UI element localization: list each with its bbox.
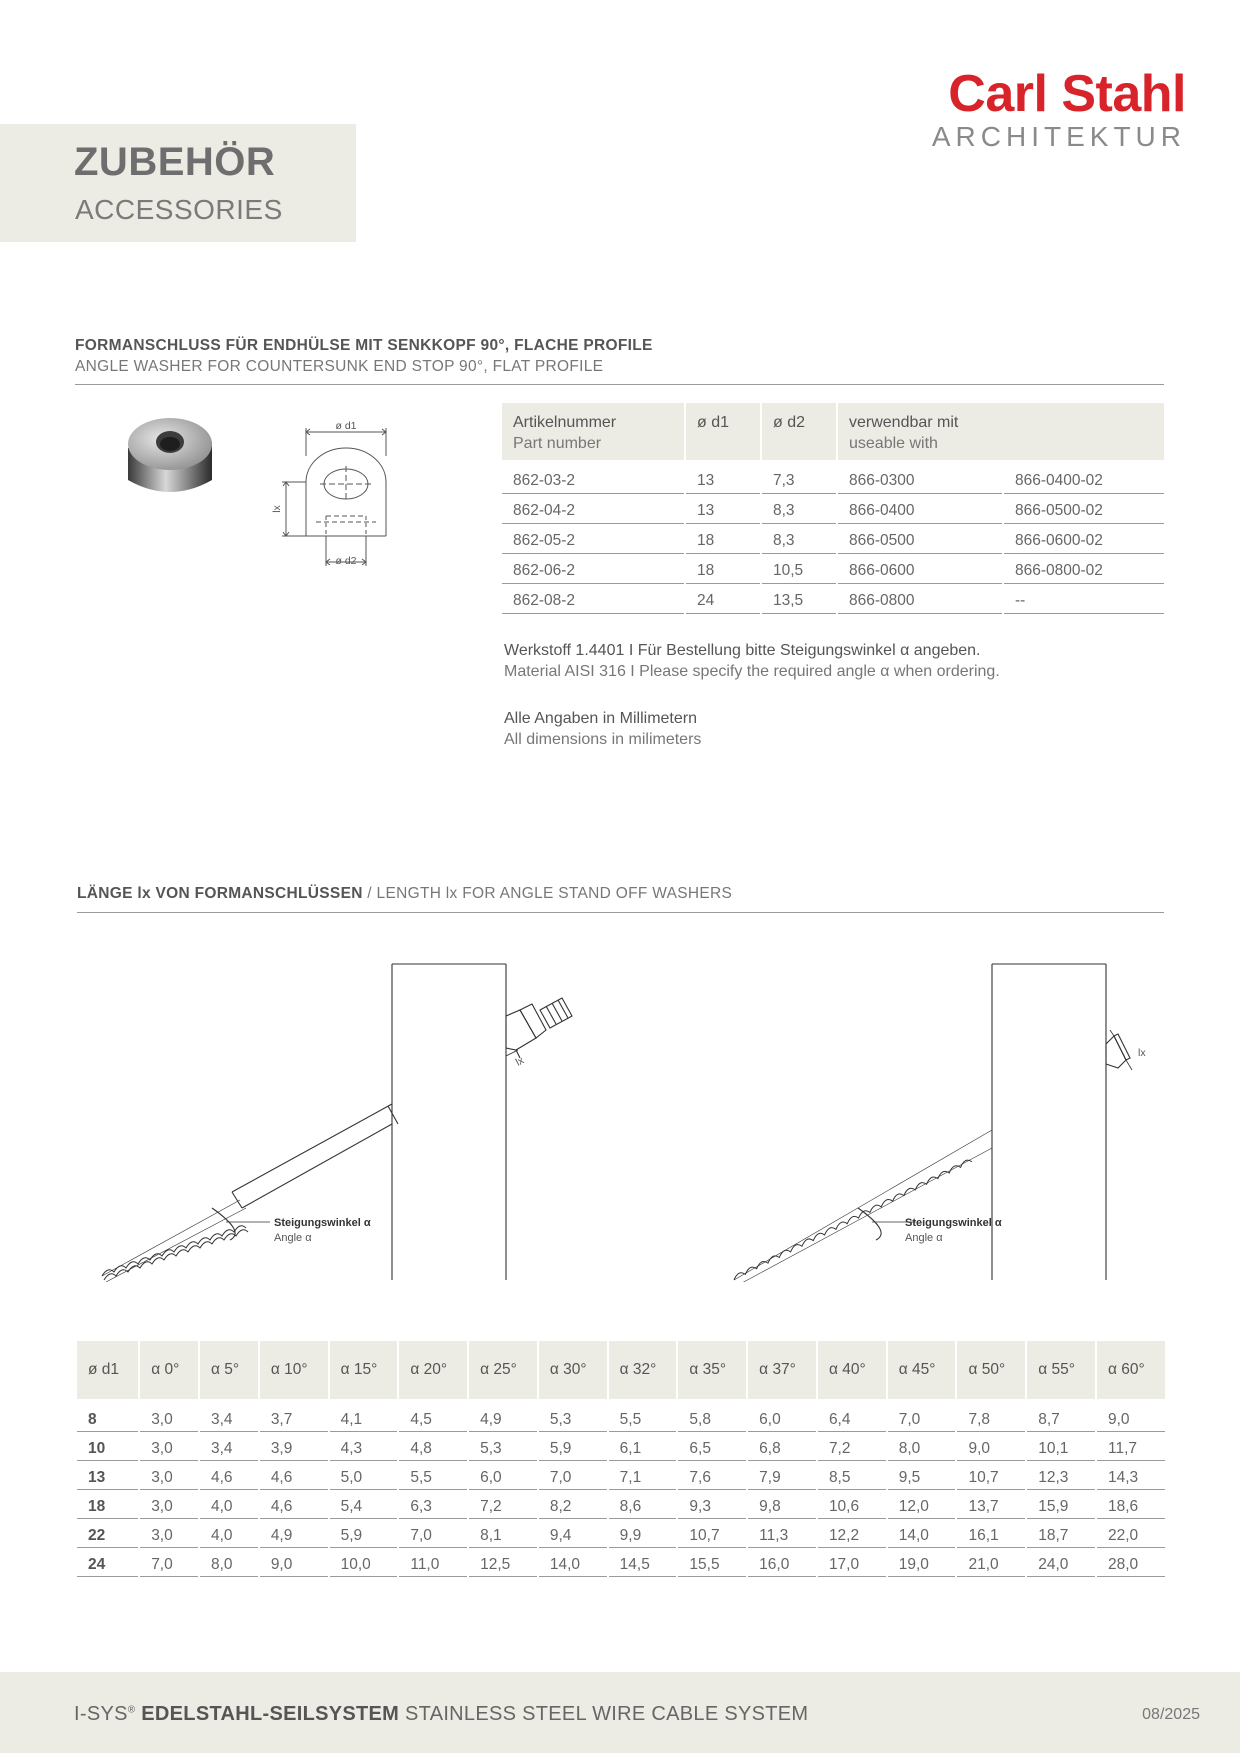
cell-part-number: 862-06-2 bbox=[502, 554, 684, 584]
table-row bbox=[77, 1519, 1165, 1548]
cell-useable-1: 866-0600 bbox=[838, 554, 1002, 584]
drawing-label-lx: lx bbox=[271, 505, 283, 513]
cell-length: 7,9 bbox=[748, 1461, 816, 1490]
cell-length: 7,0 bbox=[888, 1399, 956, 1432]
cell-useable-1: 866-0400 bbox=[838, 494, 1002, 524]
cell-useable-2: -- bbox=[1004, 584, 1164, 614]
cell-length: 8,6 bbox=[609, 1490, 677, 1519]
cell-length: 18,6 bbox=[1097, 1490, 1165, 1519]
header-angle: α 15° bbox=[330, 1341, 398, 1399]
cell-length: 8,1 bbox=[469, 1519, 537, 1548]
cell-part-number: 862-03-2 bbox=[502, 460, 684, 494]
drawing-label-d2: ø d2 bbox=[335, 555, 357, 567]
cell-d1: 10 bbox=[77, 1432, 138, 1461]
cell-length: 7,2 bbox=[818, 1432, 886, 1461]
table-row bbox=[77, 1490, 1165, 1519]
header-angle: α 45° bbox=[888, 1341, 956, 1399]
cell-length: 5,3 bbox=[469, 1432, 537, 1461]
cell-length: 4,0 bbox=[200, 1519, 258, 1548]
cell-length: 4,1 bbox=[330, 1399, 398, 1432]
cell-length: 4,6 bbox=[260, 1490, 328, 1519]
cell-useable-2: 866-0600-02 bbox=[1004, 524, 1164, 554]
cell-length: 3,0 bbox=[140, 1432, 198, 1461]
cell-length: 10,7 bbox=[678, 1519, 746, 1548]
cell-useable-1: 866-0500 bbox=[838, 524, 1002, 554]
cell-length: 3,9 bbox=[260, 1432, 328, 1461]
table-row bbox=[77, 1461, 1165, 1490]
cell-length: 4,6 bbox=[260, 1461, 328, 1490]
header-angle: α 60° bbox=[1097, 1341, 1165, 1399]
logo-subline: ARCHITEKTUR bbox=[931, 121, 1186, 152]
cell-length: 11,3 bbox=[748, 1519, 816, 1548]
cell-d1: 22 bbox=[77, 1519, 138, 1548]
cell-d1: 24 bbox=[77, 1548, 138, 1577]
cell-length: 14,0 bbox=[888, 1519, 956, 1548]
cell-length: 6,5 bbox=[678, 1432, 746, 1461]
section1-title-en: ANGLE WASHER FOR COUNTERSUNK END STOP 90°, FLAT PROFILE bbox=[75, 358, 604, 375]
cell-useable-1: 866-0300 bbox=[838, 460, 1002, 494]
cell-length: 9,0 bbox=[1097, 1399, 1165, 1432]
cell-length: 5,5 bbox=[399, 1461, 467, 1490]
section2-divider bbox=[77, 912, 1164, 913]
cell-d1: 24 bbox=[686, 584, 760, 614]
cell-part-number: 862-05-2 bbox=[502, 524, 684, 554]
header-angle: α 25° bbox=[469, 1341, 537, 1399]
cell-useable-2: 866-0500-02 bbox=[1004, 494, 1164, 524]
cell-length: 8,5 bbox=[818, 1461, 886, 1490]
cell-length: 12,3 bbox=[1027, 1461, 1095, 1490]
cell-d1: 18 bbox=[686, 524, 760, 554]
cell-length: 6,0 bbox=[748, 1399, 816, 1432]
cell-d2: 8,3 bbox=[762, 524, 836, 554]
header-d1: ø d1 bbox=[77, 1341, 138, 1399]
header-d1: ø d1 bbox=[686, 403, 760, 460]
cell-length: 5,4 bbox=[330, 1490, 398, 1519]
cell-length: 5,0 bbox=[330, 1461, 398, 1490]
cell-length: 6,8 bbox=[748, 1432, 816, 1461]
cell-d2: 8,3 bbox=[762, 494, 836, 524]
cell-length: 8,0 bbox=[200, 1548, 258, 1577]
cell-length: 12,2 bbox=[818, 1519, 886, 1548]
cell-length: 9,9 bbox=[609, 1519, 677, 1548]
cell-length: 9,0 bbox=[957, 1432, 1025, 1461]
cell-length: 4,3 bbox=[330, 1432, 398, 1461]
cell-d1: 13 bbox=[686, 494, 760, 524]
cell-length: 4,8 bbox=[399, 1432, 467, 1461]
cell-length: 18,7 bbox=[1027, 1519, 1095, 1548]
cell-length: 10,1 bbox=[1027, 1432, 1095, 1461]
diagram-right-angle-en: Angle α bbox=[905, 1232, 943, 1244]
cell-length: 3,0 bbox=[140, 1519, 198, 1548]
cell-length: 12,5 bbox=[469, 1548, 537, 1577]
cell-length: 9,0 bbox=[260, 1548, 328, 1577]
cell-length: 19,0 bbox=[888, 1548, 956, 1577]
cell-length: 16,1 bbox=[957, 1519, 1025, 1548]
cell-length: 4,5 bbox=[399, 1399, 467, 1432]
cell-length: 13,7 bbox=[957, 1490, 1025, 1519]
cell-useable-2: 866-0400-02 bbox=[1004, 460, 1164, 494]
cell-length: 4,6 bbox=[200, 1461, 258, 1490]
cell-length: 9,5 bbox=[888, 1461, 956, 1490]
cell-length: 8,7 bbox=[1027, 1399, 1095, 1432]
cell-length: 3,4 bbox=[200, 1432, 258, 1461]
product-table bbox=[500, 403, 1166, 614]
cell-length: 7,0 bbox=[140, 1548, 198, 1577]
cell-d1: 13 bbox=[686, 460, 760, 494]
table-row bbox=[502, 554, 1164, 584]
header-angle: α 35° bbox=[678, 1341, 746, 1399]
cell-length: 11,7 bbox=[1097, 1432, 1165, 1461]
header-angle: α 32° bbox=[609, 1341, 677, 1399]
cell-length: 21,0 bbox=[957, 1548, 1025, 1577]
header-angle: α 5° bbox=[200, 1341, 258, 1399]
table-row bbox=[77, 1432, 1165, 1461]
diagram-left-angle-de: Steigungswinkel α bbox=[274, 1217, 371, 1229]
header-angle: α 20° bbox=[399, 1341, 467, 1399]
cell-length: 10,7 bbox=[957, 1461, 1025, 1490]
cell-length: 11,0 bbox=[399, 1548, 467, 1577]
table-row bbox=[502, 524, 1164, 554]
diagram-right-angle-de: Steigungswinkel α bbox=[905, 1217, 1002, 1229]
cell-d1: 13 bbox=[77, 1461, 138, 1490]
header-angle: α 40° bbox=[818, 1341, 886, 1399]
cell-length: 7,6 bbox=[678, 1461, 746, 1490]
washer-photo bbox=[118, 414, 222, 500]
cell-length: 15,9 bbox=[1027, 1490, 1095, 1519]
cell-length: 17,0 bbox=[818, 1548, 886, 1577]
cell-length: 5,8 bbox=[678, 1399, 746, 1432]
diagram-left-lx-label: lx bbox=[513, 1054, 527, 1069]
cell-length: 16,0 bbox=[748, 1548, 816, 1577]
cell-length: 5,9 bbox=[330, 1519, 398, 1548]
header-part-number: Artikelnummer Part number bbox=[502, 403, 684, 460]
cell-d2: 7,3 bbox=[762, 460, 836, 494]
header-angle: α 0° bbox=[140, 1341, 198, 1399]
logo-wordmark: Carl Stahl bbox=[948, 65, 1186, 123]
cell-length: 8,0 bbox=[888, 1432, 956, 1461]
product-table-header bbox=[502, 403, 1164, 460]
installation-diagram-left bbox=[100, 960, 590, 1282]
material-note: Werkstoff 1.4401 I Für Bestellung bitte Steigungswinkel α angeben. Material AISI 316 I Please specify the required angle α when ordering. bbox=[504, 642, 1000, 680]
cell-part-number: 862-04-2 bbox=[502, 494, 684, 524]
header-angle: α 10° bbox=[260, 1341, 328, 1399]
cell-length: 3,4 bbox=[200, 1399, 258, 1432]
cell-length: 3,0 bbox=[140, 1490, 198, 1519]
cell-length: 3,0 bbox=[140, 1461, 198, 1490]
dimensions-note: Alle Angaben in Millimetern All dimensions in milimeters bbox=[504, 710, 702, 748]
header-d2: ø d2 bbox=[762, 403, 836, 460]
section2-title: LÄNGE lx VON FORMANSCHLÜSSEN / LENGTH lx FOR ANGLE STAND OFF WASHERS bbox=[77, 885, 733, 902]
table-row bbox=[502, 460, 1164, 494]
cell-length: 14,3 bbox=[1097, 1461, 1165, 1490]
header-angle: α 50° bbox=[957, 1341, 1025, 1399]
cell-d2: 10,5 bbox=[762, 554, 836, 584]
cell-length: 9,3 bbox=[678, 1490, 746, 1519]
cell-length: 7,1 bbox=[609, 1461, 677, 1490]
header-angle: α 55° bbox=[1027, 1341, 1095, 1399]
cell-length: 4,9 bbox=[260, 1519, 328, 1548]
cell-length: 7,0 bbox=[399, 1519, 467, 1548]
cell-useable-2: 866-0800-02 bbox=[1004, 554, 1164, 584]
washer-technical-drawing bbox=[262, 416, 402, 576]
cell-length: 28,0 bbox=[1097, 1548, 1165, 1577]
cell-length: 14,0 bbox=[539, 1548, 607, 1577]
section1-title-de: FORMANSCHLUSS FÜR ENDHÜLSE MIT SENKKOPF 90°, FLACHE PROFILE bbox=[75, 337, 653, 354]
cell-length: 24,0 bbox=[1027, 1548, 1095, 1577]
cell-length: 7,8 bbox=[957, 1399, 1025, 1432]
installation-diagram-right bbox=[730, 960, 1160, 1282]
cell-length: 6,4 bbox=[818, 1399, 886, 1432]
diagram-left-angle-en: Angle α bbox=[274, 1232, 312, 1244]
cell-length: 10,6 bbox=[818, 1490, 886, 1519]
cell-length: 22,0 bbox=[1097, 1519, 1165, 1548]
header-angle: α 37° bbox=[748, 1341, 816, 1399]
cell-d1: 18 bbox=[77, 1490, 138, 1519]
cell-length: 14,5 bbox=[609, 1548, 677, 1577]
cell-length: 8,2 bbox=[539, 1490, 607, 1519]
cell-d1: 8 bbox=[77, 1399, 138, 1432]
angle-length-table bbox=[75, 1341, 1167, 1577]
cell-length: 5,9 bbox=[539, 1432, 607, 1461]
cell-length: 7,0 bbox=[539, 1461, 607, 1490]
cell-length: 12,0 bbox=[888, 1490, 956, 1519]
cell-d1: 18 bbox=[686, 554, 760, 584]
table-row bbox=[77, 1399, 1165, 1432]
cell-length: 9,8 bbox=[748, 1490, 816, 1519]
drawing-label-d1: ø d1 bbox=[335, 420, 357, 432]
cell-length: 15,5 bbox=[678, 1548, 746, 1577]
angle-table-header bbox=[77, 1341, 1165, 1399]
table-row bbox=[502, 584, 1164, 614]
cell-length: 9,4 bbox=[539, 1519, 607, 1548]
cell-length: 6,1 bbox=[609, 1432, 677, 1461]
header-useable-with: verwendbar mit useable with bbox=[838, 403, 1164, 460]
header-angle: α 30° bbox=[539, 1341, 607, 1399]
footer-title: I-SYS® EDELSTAHL-SEILSYSTEM STAINLESS STEEL WIRE CABLE SYSTEM bbox=[74, 1703, 809, 1725]
cell-length: 4,9 bbox=[469, 1399, 537, 1432]
cell-length: 5,3 bbox=[539, 1399, 607, 1432]
cell-length: 7,2 bbox=[469, 1490, 537, 1519]
footer-date: 08/2025 bbox=[1142, 1706, 1200, 1723]
cell-length: 5,5 bbox=[609, 1399, 677, 1432]
table-row bbox=[502, 494, 1164, 524]
cell-d2: 13,5 bbox=[762, 584, 836, 614]
table-row bbox=[77, 1548, 1165, 1577]
cell-length: 6,3 bbox=[399, 1490, 467, 1519]
diagram-right-lx-label: lx bbox=[1138, 1047, 1146, 1059]
cell-length: 10,0 bbox=[330, 1548, 398, 1577]
cell-length: 3,0 bbox=[140, 1399, 198, 1432]
cell-useable-1: 866-0800 bbox=[838, 584, 1002, 614]
page-title: ZUBEHÖR bbox=[74, 140, 276, 184]
cell-part-number: 862-08-2 bbox=[502, 584, 684, 614]
page-subtitle: ACCESSORIES bbox=[75, 194, 283, 225]
cell-length: 3,7 bbox=[260, 1399, 328, 1432]
section1-divider bbox=[75, 384, 1164, 385]
cell-length: 6,0 bbox=[469, 1461, 537, 1490]
cell-length: 4,0 bbox=[200, 1490, 258, 1519]
